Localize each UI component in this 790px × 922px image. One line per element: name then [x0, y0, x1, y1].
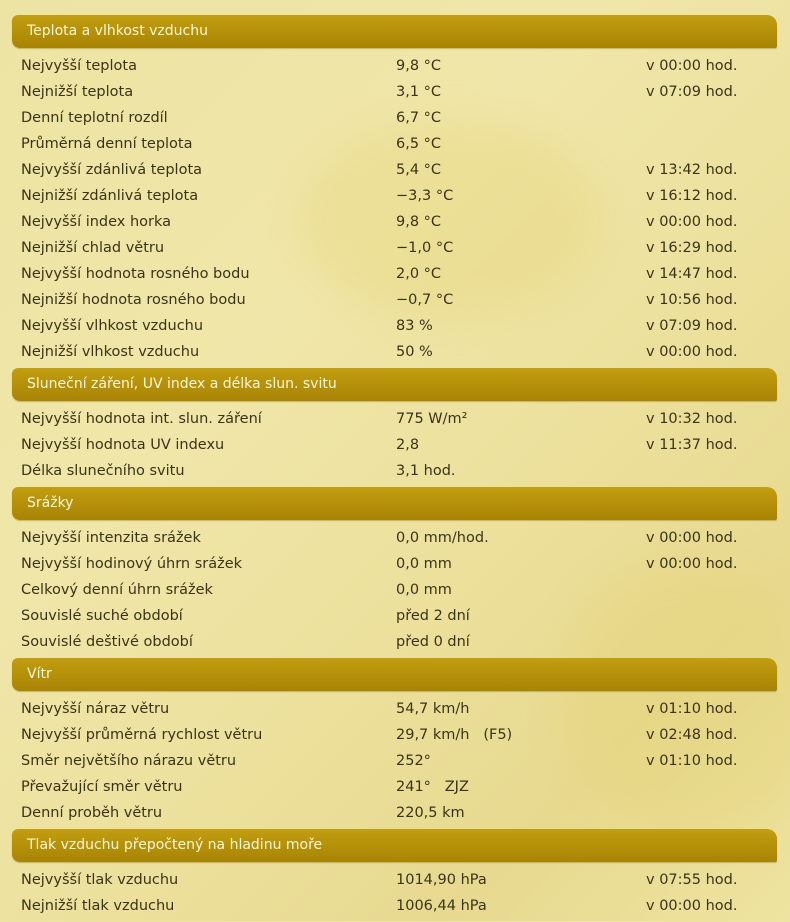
section-rows — [12, 525, 777, 655]
stat-label: Nejnižší zdánlivá teplota — [21, 188, 199, 204]
stat-value: 54,7 km/h — [396, 701, 470, 717]
stat-label: Nejvyšší vlhkost vzduchu — [21, 318, 204, 334]
stat-time: v 16:12 hod. — [646, 188, 738, 204]
stat-value: 775 W/m² — [396, 411, 468, 427]
stat-time: v 00:00 hod. — [646, 530, 738, 546]
stat-time: v 07:55 hod. — [646, 872, 738, 888]
stat-value: −1,0 °C — [396, 240, 454, 256]
stat-row — [12, 774, 777, 800]
stat-row — [12, 131, 777, 157]
section-header: Vítr — [12, 658, 777, 691]
stat-row — [12, 458, 777, 484]
stat-label: Souvislé deštivé období — [21, 634, 193, 650]
stat-label: Denní proběh větru — [21, 805, 163, 821]
stat-row — [12, 339, 777, 365]
stat-row — [12, 209, 777, 235]
stat-label: Nejvyšší teplota — [21, 58, 137, 74]
section-rows — [12, 867, 777, 919]
section-rows — [12, 696, 777, 826]
stat-value: 220,5 km — [396, 805, 465, 821]
stat-value: 3,1 hod. — [396, 463, 456, 479]
stat-label: Nejvyšší zdánlivá teplota — [21, 162, 203, 178]
stat-value: před 0 dní — [396, 634, 470, 650]
stat-value: 50 % — [396, 344, 433, 360]
stat-time: v 01:10 hod. — [646, 753, 738, 769]
stat-label: Nejnižší tlak vzduchu — [21, 898, 175, 914]
stat-value: 0,0 mm — [396, 556, 452, 572]
stat-row — [12, 800, 777, 826]
stat-row — [12, 696, 777, 722]
stat-time: v 16:29 hod. — [646, 240, 738, 256]
stat-row — [12, 287, 777, 313]
stat-label: Nejvyšší hodinový úhrn srážek — [21, 556, 243, 572]
stat-value: 252° — [396, 753, 431, 769]
stat-row — [12, 577, 777, 603]
stat-value: 6,7 °C — [396, 110, 442, 126]
stat-time: v 07:09 hod. — [646, 318, 738, 334]
stat-value: 0,0 mm/hod. — [396, 530, 489, 546]
stat-label: Denní teplotní rozdíl — [21, 110, 168, 126]
stat-value: před 2 dní — [396, 608, 470, 624]
stat-value: 29,7 km/h (F5) — [396, 727, 513, 743]
stat-row — [12, 525, 777, 551]
daily-stats-panel — [12, 15, 777, 922]
stat-time: v 11:37 hod. — [646, 437, 738, 453]
stat-value: 1006,44 hPa — [396, 898, 487, 914]
stat-row — [12, 105, 777, 131]
stat-label: Souvislé suché období — [21, 608, 183, 624]
stat-label: Nejvyšší intenzita srážek — [21, 530, 201, 546]
stat-time: v 00:00 hod. — [646, 898, 738, 914]
stat-label: Nejvyšší hodnota UV indexu — [21, 437, 225, 453]
stat-label: Směr největšího nárazu větru — [21, 753, 237, 769]
stat-time: v 14:47 hod. — [646, 266, 738, 282]
stat-time: v 00:00 hod. — [646, 58, 738, 74]
stat-label: Nejvyšší tlak vzduchu — [21, 872, 179, 888]
stat-value: 9,8 °C — [396, 214, 442, 230]
stat-row — [12, 313, 777, 339]
stat-value: 1014,90 hPa — [396, 872, 487, 888]
stat-time: v 00:00 hod. — [646, 344, 738, 360]
stat-row — [12, 551, 777, 577]
stat-row — [12, 748, 777, 774]
section-rows — [12, 406, 777, 484]
stat-label: Nejvyšší hodnota rosného bodu — [21, 266, 250, 282]
stat-label: Nejvyšší hodnota int. slun. záření — [21, 411, 262, 427]
stat-value: 241° ZJZ — [396, 779, 469, 795]
stat-value: 0,0 mm — [396, 582, 452, 598]
stat-row — [12, 183, 777, 209]
section-header: Tlak vzduchu přepočtený na hladinu moře — [12, 829, 777, 862]
stat-label: Délka slunečního svitu — [21, 463, 185, 479]
stat-label: Nejnižší teplota — [21, 84, 134, 100]
section-header: Sluneční záření, UV index a délka slun. svitu — [12, 368, 777, 401]
stat-time: v 01:10 hod. — [646, 701, 738, 717]
stat-row — [12, 406, 777, 432]
stat-row — [12, 79, 777, 105]
stat-label: Nejnižší hodnota rosného bodu — [21, 292, 246, 308]
stat-value: 3,1 °C — [396, 84, 442, 100]
stat-value: 2,0 °C — [396, 266, 442, 282]
stat-row — [12, 157, 777, 183]
stat-label: Nejnižší chlad větru — [21, 240, 165, 256]
stat-label: Celkový denní úhrn srážek — [21, 582, 213, 598]
stat-time: v 00:00 hod. — [646, 214, 738, 230]
stat-row — [12, 722, 777, 748]
stat-label: Nejvyšší index horka — [21, 214, 172, 230]
stat-row — [12, 432, 777, 458]
stat-time: v 13:42 hod. — [646, 162, 738, 178]
stat-label: Průměrná denní teplota — [21, 136, 193, 152]
section-header: Srážky — [12, 487, 777, 520]
stat-row — [12, 53, 777, 79]
stat-value: 83 % — [396, 318, 433, 334]
stat-label: Převažující směr větru — [21, 779, 183, 795]
stat-time: v 07:09 hod. — [646, 84, 738, 100]
stat-label: Nejnižší vlhkost vzduchu — [21, 344, 200, 360]
stat-time: v 02:48 hod. — [646, 727, 738, 743]
stat-value: −3,3 °C — [396, 188, 454, 204]
stat-time: v 10:56 hod. — [646, 292, 738, 308]
stat-row — [12, 867, 777, 893]
section-rows — [12, 53, 777, 365]
stat-value: 2,8 — [396, 437, 420, 453]
stat-label: Nejvyšší průměrná rychlost větru — [21, 727, 263, 743]
stat-time: v 00:00 hod. — [646, 556, 738, 572]
stat-row — [12, 629, 777, 655]
stat-row — [12, 235, 777, 261]
stat-value: 6,5 °C — [396, 136, 442, 152]
stat-row — [12, 603, 777, 629]
stat-time: v 10:32 hod. — [646, 411, 738, 427]
stat-row — [12, 261, 777, 287]
section-header: Teplota a vlhkost vzduchu — [12, 15, 777, 48]
stat-label: Nejvyšší náraz větru — [21, 701, 170, 717]
stat-value: 9,8 °C — [396, 58, 442, 74]
stat-value: 5,4 °C — [396, 162, 442, 178]
stat-value: −0,7 °C — [396, 292, 454, 308]
stat-row — [12, 893, 777, 919]
